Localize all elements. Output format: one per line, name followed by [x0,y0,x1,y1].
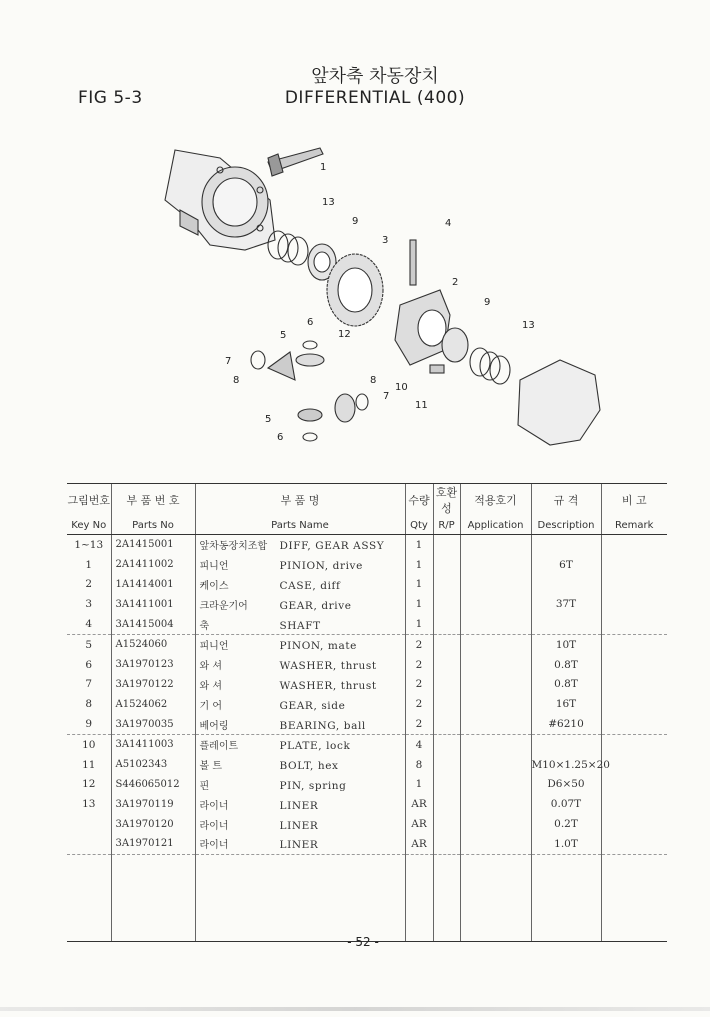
parts-no-cell: A5102343 [111,755,195,775]
housing-left-illustration [165,150,275,250]
description-cell: 0.8T [531,675,601,695]
table-blank-area [67,854,667,941]
parts-name-cell [195,675,405,695]
parts-name-cell [195,814,405,834]
header-remark-kr: 비 고 [601,484,667,517]
header-parts-name-kr: 부 품 명 [195,484,405,517]
callout-label: 8 [233,375,240,386]
callout-label: 12 [338,329,351,340]
header-qty: Qty [405,516,433,535]
housing-right-illustration [518,360,600,445]
remark-cell [601,535,667,555]
remark-cell [601,734,667,754]
page-title-korean: 앞차축 차동장치 [311,66,439,87]
parts-name-cell [195,594,405,614]
rp-cell [433,814,460,834]
key-cell: 10 [82,738,96,751]
rp-cell [433,714,460,734]
key-cell: 6 [85,658,93,671]
remark-cell [601,714,667,734]
parts-name-korean: 와 셔 [199,661,222,673]
callout-label: 9 [352,216,359,227]
qty-cell: 2 [405,714,433,734]
key-cell: 3 [85,598,93,611]
description-cell: 1.0T [531,834,601,854]
key-cell: 1~13 [74,538,104,551]
application-cell [460,755,531,775]
remark-cell [601,834,667,854]
description-cell: 37T [531,594,601,614]
application-cell [460,634,531,654]
page-number: - 52 - [347,935,379,949]
qty-cell: 1 [405,614,433,634]
blank-cell [67,854,111,941]
rp-cell [433,535,460,555]
diff-case-illustration [395,290,450,365]
rp-cell [433,834,460,854]
header-parts-name: Parts Name [195,516,405,535]
liner-stack-right-illustration [470,348,510,384]
rp-cell [433,655,460,675]
header-rp-kr: 호환성 [433,484,460,517]
parts-name-english: DIFF, GEAR ASSY [279,540,385,553]
description-cell [531,614,601,634]
callout-label: 9 [484,297,491,308]
parts-name-korean: 앞차동장치조합 [199,541,268,553]
qty-cell: AR [405,834,433,854]
qty-cell: 1 [405,535,433,555]
header-parts-no: Parts No [111,516,195,535]
key-cell: 12 [82,778,96,791]
description-cell [531,535,601,555]
parts-no-cell: S446065012 [111,775,195,795]
description-cell: 16T [531,694,601,714]
table-row [67,655,667,675]
rp-cell [433,694,460,714]
callout-label: 13 [322,197,335,208]
description-cell [531,575,601,595]
parts-name-cell [195,714,405,734]
parts-name-english: SHAFT [279,619,321,632]
remark-cell [601,575,667,595]
qty-cell: 2 [405,655,433,675]
key-cell: 9 [67,714,111,734]
parts-no-cell: A1524062 [111,694,195,714]
callout-label: 5 [265,414,272,425]
header-remark: Remark [601,516,667,535]
callout-label: 11 [415,400,428,411]
remark-cell [601,814,667,834]
rp-cell [433,555,460,575]
rp-cell [433,594,460,614]
header-qty-kr: 수량 [405,484,433,517]
parts-no-cell: 3A1970035 [111,714,195,734]
parts-no-cell: 3A1970119 [111,794,195,814]
parts-name-korean: 축 [199,620,210,632]
parts-no-cell: 3A1411001 [111,594,195,614]
table-row [67,555,667,575]
parts-name-cell [195,614,405,634]
parts-name-cell [195,535,405,555]
qty-cell: 1 [405,575,433,595]
parts-name-english: GEAR, drive [279,599,352,612]
description-cell [531,734,601,754]
table-row [67,614,667,634]
blank-cell [531,854,601,941]
parts-name-english: WASHER, thrust [279,660,377,673]
parts-name-english: CASE, diff [279,579,341,592]
rp-cell [433,675,460,695]
scan-edge [0,1007,710,1011]
parts-name-korean: 피니언 [199,561,229,573]
rp-cell [433,575,460,595]
callout-label: 6 [277,432,284,443]
parts-list-table [67,483,667,942]
parts-name-english: BEARING, ball [279,719,366,732]
rp-cell [433,775,460,795]
application-cell [460,834,531,854]
qty-cell: 2 [405,675,433,695]
parts-name-korean: 라이너 [199,840,229,852]
blank-cell [601,854,667,941]
table-row [67,834,667,854]
qty-cell: 4 [405,734,433,754]
header-description: Description [531,516,601,535]
application-cell [460,535,531,555]
rp-cell [433,634,460,654]
parts-name-english: PLATE, lock [279,740,351,753]
blank-cell [460,854,531,941]
remark-cell [601,675,667,695]
table-row [67,594,667,614]
parts-no-cell: 2A1415001 [111,535,195,555]
parts-no-cell: 2A1411002 [111,555,195,575]
key-cell: 1 [85,558,93,571]
parts-name-cell [195,655,405,675]
parts-no-cell: 3A1970122 [111,675,195,695]
table-row [67,814,667,834]
parts-no-cell: 3A1970123 [111,655,195,675]
parts-name-korean: 라이너 [199,800,229,812]
header-application: Application [460,516,531,535]
remark-cell [601,775,667,795]
parts-no-cell: 3A1415004 [111,614,195,634]
description-cell: 6T [531,555,601,575]
qty-cell: AR [405,814,433,834]
parts-name-korean: 볼 트 [199,761,222,773]
blank-cell [405,854,433,941]
application-cell [460,794,531,814]
callout-label: 2 [452,277,459,288]
application-cell [460,575,531,595]
table-row [67,675,667,695]
parts-name-cell [195,755,405,775]
table-row [67,755,667,775]
remark-cell [601,634,667,654]
callout-label: 13 [522,320,535,331]
callout-label: 6 [307,317,314,328]
parts-name-cell [195,834,405,854]
bearing-right-illustration [442,328,468,362]
page-title-english: DIFFERENTIAL (400) [284,88,466,108]
parts-name-english: LINER [279,839,319,852]
key-cell [67,814,111,834]
rp-cell [433,614,460,634]
application-cell [460,814,531,834]
table-header-korean-row [67,484,667,517]
parts-name-korean: 크라운기어 [199,600,248,612]
parts-name-cell [195,575,405,595]
parts-no-cell: 3A1411003 [111,734,195,754]
description-cell: 10T [531,634,601,654]
header-application-kr: 적용호기 [460,484,531,517]
parts-name-english: LINER [279,819,319,832]
shaft-illustration [410,240,416,285]
callout-label: 5 [280,330,287,341]
table-header-english-row [67,516,667,535]
key-cell: 13 [82,798,96,811]
parts-name-english: LINER [279,799,319,812]
application-cell [460,655,531,675]
description-cell: 0.8T [531,655,601,675]
parts-no-cell: 1A1414001 [111,575,195,595]
callout-label: 7 [383,391,390,402]
qty-cell: 1 [405,594,433,614]
header-rp: R/P [433,516,460,535]
parts-name-cell [195,694,405,714]
callout-label: 8 [370,375,377,386]
parts-name-cell [195,634,405,654]
remark-cell [601,555,667,575]
application-cell [460,675,531,695]
parts-name-cell [195,794,405,814]
header-key-no-kr: 그림번호 [67,484,111,517]
table-row [67,575,667,595]
qty-cell: AR [405,794,433,814]
parts-name-korean: 케이스 [199,580,229,592]
parts-name-english: PINON, mate [279,640,357,653]
parts-name-english: PINION, drive [279,560,363,573]
parts-no-cell: 3A1970120 [111,814,195,834]
remark-cell [601,755,667,775]
application-cell [460,594,531,614]
key-cell: 11 [82,758,96,771]
parts-name-english: WASHER, thrust [279,679,377,692]
header-key-no: Key No [67,516,111,535]
key-cell: 2 [85,578,93,591]
description-cell: D6×50 [531,775,601,795]
remark-cell [601,655,667,675]
qty-cell: 1 [405,775,433,795]
application-cell [460,775,531,795]
table-row [67,775,667,795]
table-row [67,634,667,654]
header-parts-no-kr: 부 품 번 호 [111,484,195,517]
callout-label: 10 [395,382,408,393]
description-cell: 0.07T [531,794,601,814]
application-cell [460,734,531,754]
parts-name-korean: 라이너 [199,820,229,832]
qty-cell: 2 [405,634,433,654]
remark-cell [601,794,667,814]
blank-cell [195,854,405,941]
remark-cell [601,594,667,614]
parts-name-korean: 피니언 [199,641,229,653]
exploded-parts-diagram [150,140,620,460]
parts-name-english: BOLT, hex [279,760,339,773]
callout-label: 4 [445,218,452,229]
parts-no-cell: 3A1970121 [111,834,195,854]
table-row [67,734,667,754]
key-cell: 5 [85,638,93,651]
description-cell: #6210 [531,714,601,734]
application-cell [460,714,531,734]
parts-name-korean: 베어링 [199,720,229,732]
remark-cell [601,614,667,634]
key-cell: 4 [67,614,111,634]
table-row [67,794,667,814]
description-cell: M10×1.25×20 [531,755,601,775]
table-row [67,694,667,714]
table-row [67,714,667,734]
qty-cell: 1 [405,555,433,575]
parts-name-cell [195,555,405,575]
parts-name-cell [195,734,405,754]
figure-label: FIG 5-3 [78,88,143,108]
parts-name-korean: 플레이트 [199,741,239,753]
parts-name-english: GEAR, side [279,699,346,712]
description-cell: 0.2T [531,814,601,834]
parts-name-korean: 기 어 [199,700,222,712]
rp-cell [433,794,460,814]
parts-name-korean: 핀 [199,780,210,792]
application-cell [460,694,531,714]
callout-label: 3 [382,235,389,246]
blank-cell [433,854,460,941]
key-cell: 7 [85,678,93,691]
blank-cell [111,854,195,941]
header-description-kr: 규 격 [531,484,601,517]
parts-name-english: PIN, spring [279,779,347,792]
qty-cell: 2 [405,694,433,714]
callout-label: 1 [320,162,327,173]
rp-cell [433,734,460,754]
remark-cell [601,694,667,714]
application-cell [460,614,531,634]
parts-name-cell [195,775,405,795]
application-cell [460,555,531,575]
key-cell [67,834,111,854]
key-cell: 8 [85,698,93,711]
parts-name-korean: 와 셔 [199,680,222,692]
qty-cell: 8 [405,755,433,775]
crown-gear-illustration [327,254,383,326]
table-row [67,535,667,555]
rp-cell [433,755,460,775]
callout-label: 7 [225,356,232,367]
drive-pinion-illustration [268,148,323,176]
parts-no-cell: A1524060 [111,634,195,654]
